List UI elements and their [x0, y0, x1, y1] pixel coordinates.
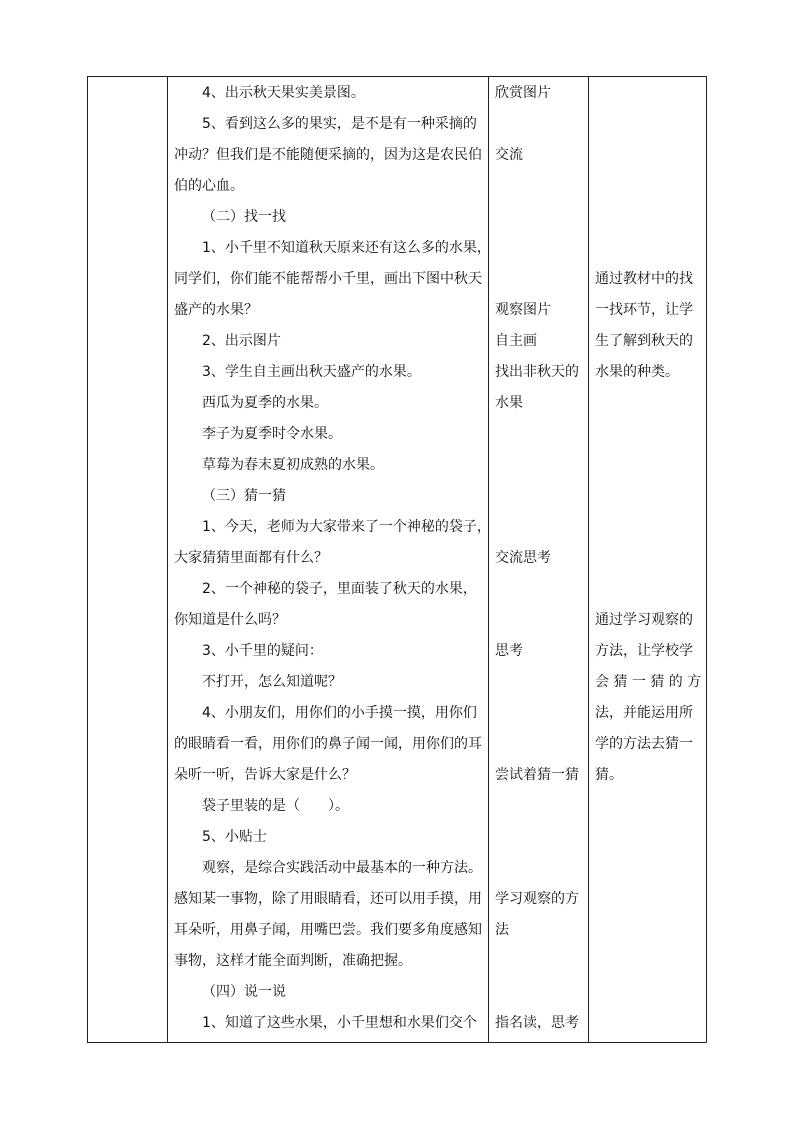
process-text-line: 1、知道了这些水果，小千里想和水果们交个 — [202, 1015, 477, 1031]
column-divider — [167, 77, 168, 1042]
process-text-line: 草莓为春末夏初成熟的水果。 — [202, 457, 384, 473]
process-text-line: 4、出示秋天果实美景图。 — [202, 85, 365, 101]
column-divider — [588, 77, 589, 1042]
purpose-text-line: 法，并能运用所 — [595, 705, 693, 721]
purpose-text-line: 猜。 — [595, 767, 623, 783]
activity-text-line: 观察图片 — [495, 302, 551, 318]
activity-text-line: 法 — [495, 922, 509, 938]
process-text-line: 李子为夏季时令水果。 — [202, 426, 342, 442]
activity-text-line: 水果 — [495, 395, 523, 411]
process-text-line: 朵听一听，告诉大家是什么？ — [174, 767, 356, 783]
process-text-line: 盛产的水果？ — [174, 302, 258, 318]
process-text-line: 事物，这样才能全面判断，准确把握。 — [174, 953, 412, 969]
process-text-line: 5、看到这么多的果实，是不是有一种采摘的 — [202, 116, 477, 132]
purpose-text-line: 通过教材中的找 — [595, 271, 693, 287]
activity-text-line: 指名读，思考 — [495, 1015, 579, 1031]
process-text-line: 3、小千里的疑问： — [202, 643, 323, 659]
process-text-line: 感知某一事物，除了用眼睛看，还可以用手摸，用 — [174, 891, 482, 907]
process-text-line: 耳朵听，用鼻子闻，用嘴巴尝。我们要多角度感知 — [174, 922, 482, 938]
process-text-line: 4、小朋友们，用你们的小手摸一摸，用你们 — [202, 705, 477, 721]
process-text-line: 冲动？但我们是不能随便采摘的，因为这是农民伯 — [174, 147, 482, 163]
lesson-plan-table — [87, 76, 707, 1043]
purpose-text-line: 会 猜 一 猜 的 方 — [595, 674, 702, 690]
purpose-text-line: 生了解到秋天的 — [595, 333, 693, 349]
column-divider — [488, 77, 489, 1042]
activity-text-line: 找出非秋天的 — [495, 364, 579, 380]
purpose-text-line: 水果的种类。 — [595, 364, 679, 380]
purpose-text-line: 通过学习观察的 — [595, 612, 693, 628]
process-text-line: 同学们，你们能不能帮帮小千里，画出下图中秋天 — [174, 271, 482, 287]
activity-text-line: 自主画 — [495, 333, 537, 349]
process-text-line: 大家猜猜里面都有什么？ — [174, 550, 328, 566]
purpose-text-line: 学的方法去猜一 — [595, 736, 693, 752]
process-text-line: 1、小千里不知道秋天原来还有这么多的水果， — [202, 240, 491, 256]
activity-text-line: 学习观察的方 — [495, 891, 579, 907]
purpose-text-line: 一找环节，让学 — [595, 302, 693, 318]
process-text-line: 袋子里装的是（ ）。 — [202, 798, 349, 814]
activity-text-line: 尝试着猜一猜 — [495, 767, 579, 783]
process-text-line: （三）猜一猜 — [202, 488, 286, 504]
process-text-line: 3、学生自主画出秋天盛产的水果。 — [202, 364, 421, 380]
process-text-line: 1、今天，老师为大家带来了一个神秘的袋子， — [202, 519, 491, 535]
process-text-line: （二）找一找 — [202, 209, 286, 225]
process-text-line: 你知道是什么吗？ — [174, 612, 286, 628]
activity-text-line: 思考 — [495, 643, 523, 659]
process-text-line: 2、一个神秘的袋子，里面装了秋天的水果， — [202, 581, 477, 597]
process-text-line: （四）说一说 — [202, 984, 286, 1000]
process-text-line: 5、小贴士 — [202, 829, 267, 845]
process-text-line: 不打开，怎么知道呢？ — [202, 674, 342, 690]
process-text-line: 伯的心血。 — [174, 178, 244, 194]
process-text-line: 观察，是综合实践活动中最基本的一种方法。 — [202, 860, 482, 876]
activity-text-line: 交流思考 — [495, 550, 551, 566]
activity-text-line: 欣赏图片 — [495, 85, 551, 101]
process-text-line: 西瓜为夏季的水果。 — [202, 395, 328, 411]
process-text-line: 的眼睛看一看，用你们的鼻子闻一闻，用你们的耳 — [174, 736, 482, 752]
activity-text-line: 交流 — [495, 147, 523, 163]
process-text-line: 2、出示图片 — [202, 333, 281, 349]
purpose-text-line: 方法，让学校学 — [595, 643, 693, 659]
